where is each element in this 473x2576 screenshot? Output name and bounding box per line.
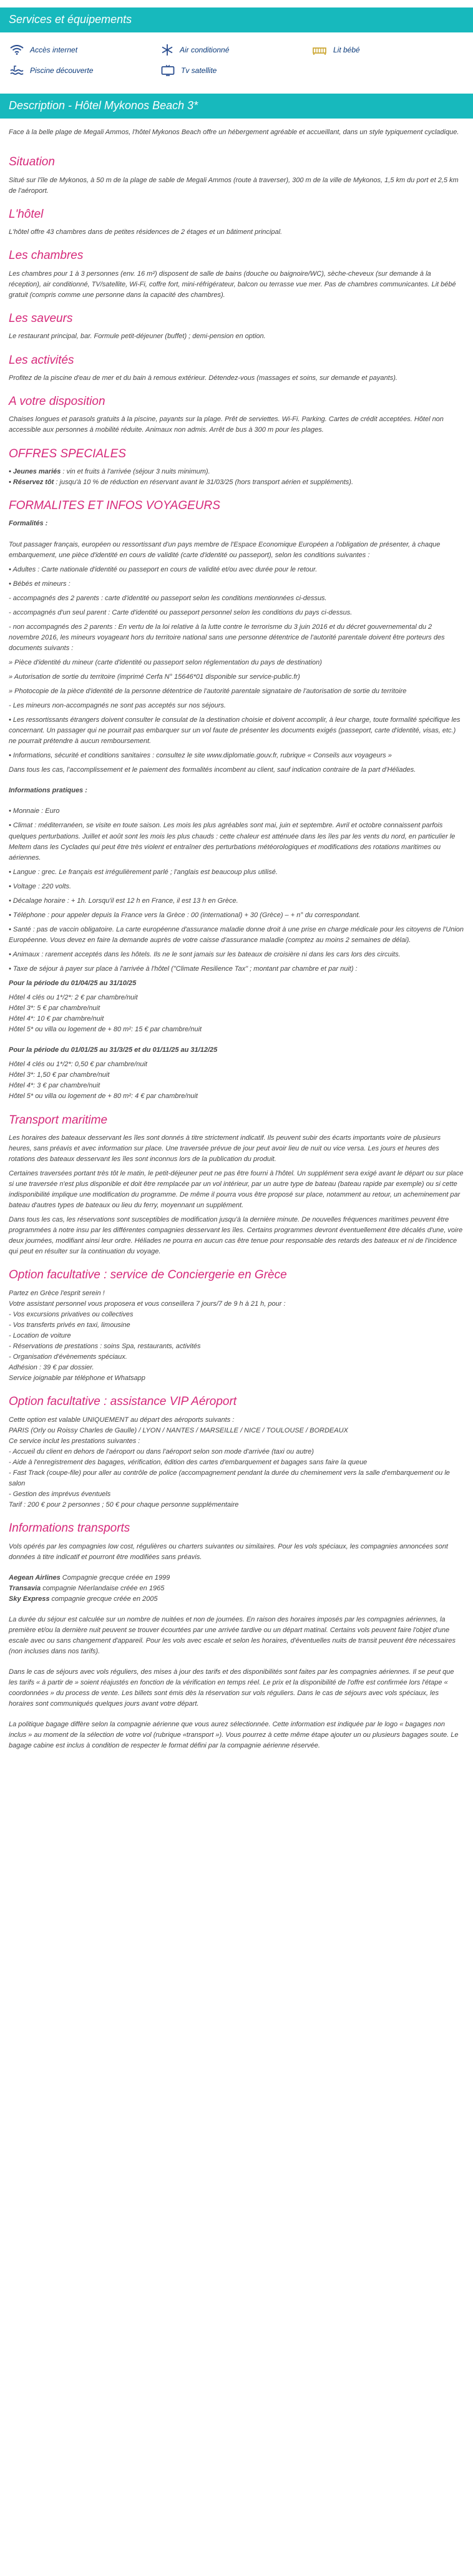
amenities-text: Chaises longues et parasols gratuits à la piscine, payants sur la plage. Prêt de serviettes. Wi-Fi. Parking. Cartes de crédit acceptées. Hôtel non accessible aux personnes à mobilité réduite. Animaux non admis. Arrêt de bus à 300 m pour les plages. — [9, 416, 444, 434]
practical-line: • Langue : grec. Le français est irrégulièrement parlé ; l'anglais est beaucoup plus utilisé. — [9, 868, 278, 876]
practical-line: • Animaux : rarement acceptés dans les hôtels. Ils ne le sont jamais sur les bateaux de croisière ni dans les cars lors des circuits. — [9, 950, 401, 958]
vip-list — [9, 1415, 464, 1510]
practical-line: • Décalage horaire : + 1h. Lorsqu'il est 12 h en France, il est 13 h en Grèce. — [9, 897, 238, 905]
activities-heading: Les activités — [9, 353, 74, 367]
formalities-line: » Pièce d'identité du mineur (carte d'identité ou passeport selon réglementation du pays de destination) — [9, 658, 322, 666]
list-item: - Location de voiture — [9, 1332, 71, 1340]
hotel-text: L'hôtel offre 43 chambres dans de petites résidences de 2 étages et un bâtiment principal. — [9, 228, 283, 236]
wifi-icon — [10, 45, 24, 55]
tax-list-1 — [9, 993, 464, 1035]
list-item: - Aide à l'enregistrement des bagages, vérification, édition des cartes d'embarquement et bagages sans faire la queue — [9, 1458, 368, 1466]
transport-info-para: La durée du séjour est calculée sur un nombre de nuitées et non de journées. En raison des horaires imposés par les compagnies aériennes, la première et/ou la dernière nuit peuvent se trouver écourtées par une arrivée tardive ou un départ matinal. Certains vols peuvent faire l'objet d'une escale avec ou sans changement d'appareil. Pour les vols avec escale et selon les horaires, d'éventuelles nuits de transit peuvent être nécessaires (non incluses dans nos tarifs). — [9, 1615, 456, 1655]
list-item: - Vos transferts privés en taxi, limousine — [9, 1321, 130, 1329]
list-item: • Réservez tôt : jusqu'à 10 % de réduction en réservant avant le 31/03/25 (hors transport aérien et suppléments). — [9, 477, 464, 488]
list-item: - Réservations de prestations : soins Spa, restaurants, activités — [9, 1343, 201, 1351]
practical-info-heading: Informations pratiques : — [9, 787, 87, 795]
service-item — [312, 44, 463, 56]
intro-text: Face à la belle plage de Megali Ammos, l'hôtel Mykonos Beach offre un hébergement agréable et accueillant, dans un style typiquement cycladique. — [9, 129, 459, 137]
practical-line: • Climat : méditerranéen, se visite en toute saison. Les mois les plus agréables sont mai, juin et septembre. Avril et octobre connaissent parfois quelques perturbations. Juillet et août sont les mois les plus chauds : cette chaleur est atténuée dans les îles par les vents du nord, en particulier le Meltem dans les Cyclades qui peut être très violent et entraîner des perturbations météorologiques et modifications des rotations maritimes ou aériennes. — [9, 822, 456, 862]
formalities-line: Tout passager français, européen ou ressortissant d'un pays membre de l'Espace Economique Européen a l'obligation de présenter, à chaque embarquement, une pièce d'identité en cours de validité (carte d'identité ou passeport), selon les conditions suivantes : — [9, 540, 441, 559]
formalities-line: Dans tous les cas, l'accomplissement et le paiement des formalités incombent au client, sauf indication contraire de la part d'Héliades. — [9, 766, 416, 774]
formalities-line: - accompagnés des 2 parents : carte d'identité ou passeport selon les conditions mentionnées ci-dessus. — [9, 594, 327, 602]
practical-line: • Téléphone : pour appeler depuis la France vers la Grèce : 00 (international) + 30 (Grèce) – + n° du correspondant. — [9, 911, 361, 919]
practical-line: • Voltage : 220 volts. — [9, 882, 72, 890]
service-label: Air conditionné — [180, 45, 230, 54]
service-item — [161, 65, 312, 77]
list-item: Hôtel 4 clés ou 1*/2*: 2 € par chambre/nuit — [9, 994, 138, 1002]
service-label: Tv satellite — [181, 66, 217, 75]
section-situation — [0, 153, 473, 1751]
formalities-line: • Bébés et mineurs : — [9, 580, 71, 588]
tv-icon — [161, 65, 175, 76]
tax-period-2: Pour la période du 01/01/25 au 31/3/25 et du 01/11/25 au 31/12/25 — [9, 1046, 218, 1054]
service-label: Piscine découverte — [30, 66, 94, 75]
formalities-subheading: Formalités : — [9, 520, 48, 528]
formalities-line: • Les ressortissants étrangers doivent consulter le consulat de la destination choisie et doivent accomplir, à leur charge, toute formalité spécifique les concernant. Un passager qui ne pourrait pas embarquer sur un vol faute de présenter les documents exigés (passeport, carte d'identité, visas, etc.) ne pourrait prétendre à aucun remboursement. — [9, 716, 461, 746]
rooms-text: Les chambres pour 1 à 3 personnes (env. 16 m²) disposent de salle de bains (douche ou baignoire/WC), sèche-cheveux (sur demande à la réception), air conditionné, TV/satellite, Wi-Fi, coffre fort, mini-réfrigérateur, balcon ou terrasse vue mer. Pas de chambres communicantes. Lit bébé gratuit (compris comme une personne dans la capacité des chambres). — [9, 270, 456, 299]
transport-info-intro: Vols opérés par les compagnies low cost, régulières ou charters suivantes ou similaires. Pour les vols spéciaux, les compagnies annoncées sont données à titre indicatif et pourront être modifiées sans préavis. — [9, 1542, 448, 1561]
flavors-heading: Les saveurs — [9, 312, 73, 326]
list-item: - Gestion des imprévus éventuels — [9, 1490, 111, 1499]
special-offers-list — [9, 467, 464, 488]
list-item: Hôtel 5* ou villa ou logement de + 80 m²: 15 € par chambre/nuit — [9, 1026, 202, 1034]
vip-heading: Option facultative : assistance VIP Aéroport — [9, 1395, 237, 1409]
pool-icon — [10, 65, 24, 76]
list-item: • Jeunes mariés : vin et fruits à l'arrivée (séjour 3 nuits minimum). — [9, 467, 464, 477]
formalities-line: » Autorisation de sortie du territoire (imprimé Cerfa N° 15646*01 disponible sur service-public.fr) — [9, 673, 300, 681]
list-item: Transavia compagnie Néerlandaise créée en 1965 — [9, 1584, 165, 1592]
practical-line: • Santé : pas de vaccin obligatoire. La carte européenne d'assurance maladie donne droit à une prise en charge médicale pour les citoyens de l'Union Européenne. Vous devez en faire la demande auprès de votre caisse d'assurance maladie (comptez au moins 2 semaines de délai). — [9, 925, 464, 944]
baby-bed-icon — [312, 44, 327, 56]
formalities-line: - non accompagnés des 2 parents : En vertu de la loi relative à la lutte contre le terrorisme du 3 juin 2016 et du décret gouvernemental du 2 novembre 2016, les mineurs voyageant hors du territoire national sans une personne détentrice de l'autorité parentale doivent être porteurs des documents suivants : — [9, 623, 445, 652]
list-item: - Accueil du client en dehors de l'aéroport ou dans l'aéroport selon son mode d'arrivée (taxi ou autre) — [9, 1447, 314, 1456]
service-label: Lit bébé — [333, 45, 360, 54]
list-item: Adhésion : 39 € par dossier. — [9, 1364, 94, 1372]
concierge-list — [9, 1288, 464, 1384]
list-item: Aegean Airlines Compagnie grecque créée en 1999 — [9, 1573, 170, 1582]
list-item: - Organisation d'évènements spéciaux. — [9, 1353, 127, 1361]
list-item: - Vos excursions privatives ou collectives — [9, 1310, 134, 1318]
airlines-list — [9, 1573, 464, 1605]
amenities-heading: A votre disposition — [9, 394, 105, 408]
transport-info-para: La politique bagage diffère selon la compagnie aérienne que vous aurez sélectionnée. Cette information est indiquée par le logo « bagages non inclus » au moment de la sélection de votre vol (rubrique «transport »). Vous pourrez à cette même étape ajouter un ou plusieurs bagages soute. Le bagage cabine est inclus à condition de respecter le format défini par la compagnie aérienne réservée. — [9, 1721, 459, 1750]
formalities-line: - Les mineurs non-accompagnés ne sont pas acceptés sur nos séjours. — [9, 702, 226, 710]
sea-transport-heading: Transport maritime — [9, 1113, 108, 1127]
snowflake-icon — [161, 44, 173, 56]
list-item: Hôtel 4*: 3 € par chambre/nuit — [9, 1082, 100, 1090]
sea-transport-para: Dans tous les cas, les réservations sont susceptibles de modification jusqu'à la dernière minute. De nouvelles fréquences maritimes peuvent être programmées à notre insu par les différentes compagnies desservant les îles. Certains programmes devront éventuellement être décalés d'une, voire deux journées, modifiant ainsi leur ordre. Héliades ne pourra en aucun cas être tenue pour responsable des retards des bateaux et ni de l'incidence qui peut en résulter sur la continuation du voyage. — [9, 1216, 463, 1256]
special-offers-heading: OFFRES SPECIALES — [9, 447, 126, 460]
transport-info-para: Dans le cas de séjours avec vols réguliers, des mises à jour des tarifs et des disponibilités sont faites par les compagnies aériennes. Il se peut que les tarifs « à partir de » soient réajustés en fonction de la vérification en temps réel. Le prix et la disponibilité de l'offre est confirmée lors l'étape « coordonnées » du process de vente. Les billets sont émis dès la réservation sur vols réguliers. Dans le cas de séjours avec vols spéciaux, les horaires sont communiqués quelques jours avant votre départ. — [9, 1668, 454, 1708]
formalities-line: • Informations, sécurité et conditions sanitaires : consultez le site www.diplomatie.gouv.fr, rubrique « Conseils aux voyageurs » — [9, 752, 392, 760]
tax-list-2 — [9, 1059, 464, 1102]
formalities-line: » Photocopie de la pièce d'identité de la personne détentrice de l'autorité parentale signataire de l'autorisation de sortie du territoire — [9, 688, 407, 696]
formalities-line: - accompagnés d'un seul parent : Carte d'identité ou passeport personnel selon les conditions du pays ci-dessus. — [9, 608, 353, 616]
sea-transport-para: Certaines traversées portant très tôt le matin, le petit-déjeuner peut ne pas être fourni à l'hôtel. Un supplément sera exigé avant le départ ou sur place si une traversée n'est plus disponible et doit être remplacée par un vol intérieur, par un autre type de bateau (bateau rapide par exemple) ou si cette indisponibilité implique une modification du programme. De même il pourra vous être proposé sur place, notamment au retour, un acheminement par bateau d'autres types de bateaux ou lieu du ferry, moyennant un supplément. — [9, 1170, 464, 1210]
situation-text: Situé sur l'île de Mykonos, à 50 m de la plage de sable de Megali Ammos (route à traverser), 300 m de la ville de Mykonos, 1,5 km du port et 2,5 km de l'aéroport. — [9, 176, 459, 195]
list-item: Hôtel 4 clés ou 1*/2*: 0,50 € par chambre/nuit — [9, 1061, 147, 1069]
sea-transport-para: Les horaires des bateaux desservant les îles sont donnés à titre strictement indicatif. Ils peuvent subir des écarts importants voire de plusieurs heures, sans préavis et avec information sur place. Une traversée prévue de jour peut avoir lieu de nuit ou vice versa. Les jours et heures des rotations des bateaux desservant les îles sont inconnus lors de la publication du produit. — [9, 1134, 441, 1164]
list-item: Hôtel 5* ou villa ou logement de + 80 m²: 4 € par chambre/nuit — [9, 1092, 198, 1101]
practical-line: • Monnaie : Euro — [9, 807, 60, 815]
list-item: Service joignable par téléphone et Whatsapp — [9, 1374, 145, 1383]
concierge-heading: Option facultative : service de Conciergerie en Grèce — [9, 1268, 287, 1282]
list-item: PARIS (Orly ou Roissy Charles de Gaulle) / LYON / NANTES / MARSEILLE / NICE / TOULOUSE / BORDEAUX — [9, 1426, 348, 1434]
list-item: Sky Express compagnie grecque créée en 2005 — [9, 1595, 158, 1603]
service-item — [10, 44, 161, 56]
service-label: Accès internet — [30, 45, 78, 54]
list-item: Hôtel 3*: 1,50 € par chambre/nuit — [9, 1071, 110, 1079]
list-item: Tarif : 200 € pour 2 personnes ; 50 € pour chaque personne supplémentaire — [9, 1501, 239, 1509]
tax-period-1: Pour la période du 01/04/25 au 31/10/25 — [9, 979, 137, 988]
rooms-heading: Les chambres — [9, 249, 84, 263]
practical-line: • Taxe de séjour à payer sur place à l'arrivée à l'hôtel ("Climate Resilience Tax" ; montant par chambre et par nuit) : — [9, 965, 358, 973]
list-item: Hôtel 3*: 5 € par chambre/nuit — [9, 1004, 100, 1013]
transport-info-heading: Informations transports — [9, 1522, 130, 1535]
list-item: Ce service inclut les prestations suivantes : — [9, 1437, 140, 1445]
formalities-heading: FORMALITES ET INFOS VOYAGEURS — [9, 499, 220, 513]
services-grid — [0, 32, 473, 90]
situation-heading: Situation — [9, 155, 55, 169]
description-title: Description - Hôtel Mykonos Beach 3* — [0, 94, 473, 119]
activities-text: Profitez de la piscine d'eau de mer et du bain à remous extérieur. Détendez-vous (massages et soins, sur demande et payants). — [9, 374, 397, 382]
flavors-text: Le restaurant principal, bar. Formule petit-déjeuner (buffet) ; demi-pension en option. — [9, 333, 266, 341]
list-item: Partez en Grèce l'esprit serein ! — [9, 1289, 105, 1297]
service-item — [161, 44, 312, 56]
list-item: Votre assistant personnel vous proposera et vous conseillera 7 jours/7 de 9 h à 21 h, pour : — [9, 1300, 286, 1308]
list-item: - Fast Track (coupe-file) pour aller au contrôle de police (accompagnement pendant la durée du cheminement vers la salle d'embarquement ou le salon — [9, 1469, 450, 1488]
service-item — [10, 65, 161, 77]
hotel-heading: L'hôtel — [9, 207, 44, 221]
list-item: Hôtel 4*: 10 € par chambre/nuit — [9, 1015, 104, 1023]
list-item: Cette option est valable UNIQUEMENT au départ des aéroports suivants : — [9, 1416, 235, 1424]
formalities-line: • Adultes : Carte nationale d'identité ou passeport en cours de validité et/ou avec durée pour le retour. — [9, 565, 318, 573]
services-title: Services et équipements — [0, 7, 473, 32]
